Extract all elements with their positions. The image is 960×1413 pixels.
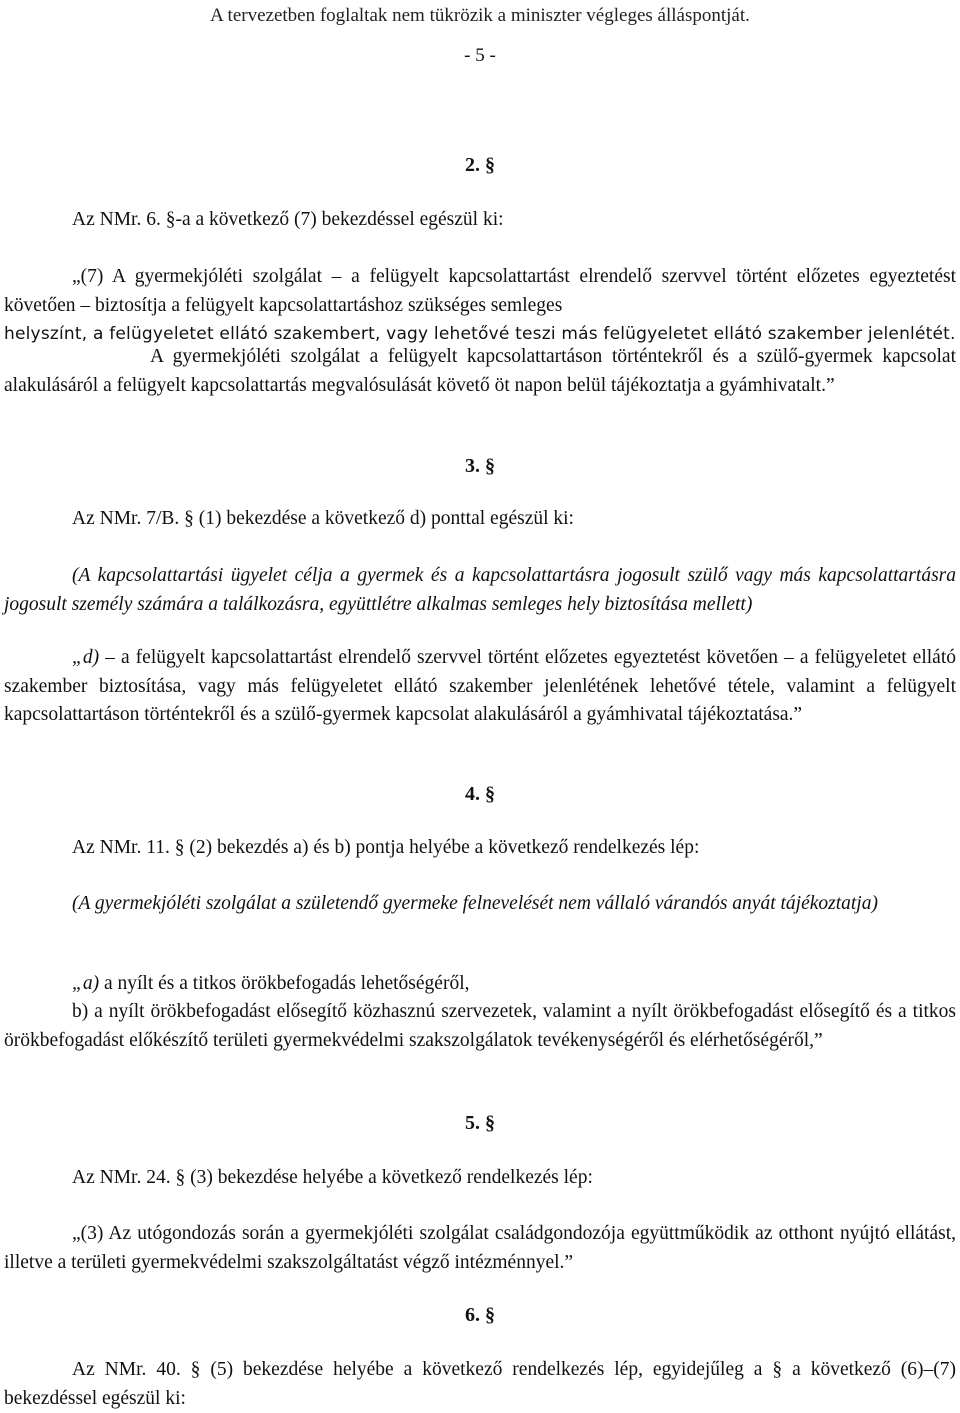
section-heading-6: 6. § — [465, 1304, 495, 1326]
section-2-paragraph-3: A gyermekjóléti szolgálat a felügyelt kapcsolattartáson történtekről és a szülő-gyermek kapcsolat alakulásáról a felügyelt kapcsolattartás megvalósulását követő öt napon belül tájékoztatja a gyámhivatalt.” — [4, 346, 956, 396]
point-d-label: „d) — [72, 647, 100, 668]
section-heading-5: 5. § — [465, 1112, 495, 1134]
section-2-intro: Az NMr. 6. §-a a következő (7) bekezdéssel egészül ki: — [72, 209, 504, 230]
section-2-paragraph-2: helyszínt, a felügyeletet ellátó szakembert, vagy lehetővé teszi más felügyeletet ellátó szakember jelenlétét. — [4, 324, 956, 344]
section-2-paragraph-1: „(7) A gyermekjóléti szolgálat – a felügyelt kapcsolattartást elrendelő szervvel történt előzetes egyeztetést követően – biztosítja a felügyelt kapcsolattartáshoz szükséges semleges — [4, 266, 956, 316]
section-5-intro: Az NMr. 24. § (3) bekezdése helyébe a következő rendelkezés lép: — [72, 1167, 593, 1188]
section-4-italic-preamble: (A gyermekjóléti szolgálat a születendő gyermeke felnevelését nem vállaló várandós anyát tájékoztatja) — [72, 893, 878, 914]
section-3-italic-preamble: (A kapcsolattartási ügyelet célja a gyermek és a kapcsolattartásra jogosult szülő vagy más kapcsolattartásra jogosult személy számára a találkozásra, együttlétre alkalmas semleges hely biztosítása mellett) — [4, 565, 956, 615]
draft-disclaimer: A tervezetben foglaltak nem tükrözik a miniszter végleges álláspontját. — [210, 5, 750, 26]
section-heading-2: 2. § — [465, 154, 495, 176]
section-6-intro: Az NMr. 40. § (5) bekezdése helyébe a következő rendelkezés lép, egyidejűleg a § a következő (6)–(7) bekezdéssel egészül ki: — [4, 1359, 956, 1409]
section-4-point-a — [72, 970, 470, 998]
section-4-intro: Az NMr. 11. § (2) bekezdés a) és b) pontja helyébe a következő rendelkezés lép: — [72, 837, 700, 858]
point-a-label: „a) — [72, 973, 100, 994]
section-heading-4: 4. § — [465, 783, 495, 805]
point-a-text: a nyílt és a titkos örökbefogadás lehetőségéről, — [103, 973, 470, 994]
section-5-paragraph: „(3) Az utógondozás során a gyermekjóléti szolgálat családgondozója együttműködik az otthont nyújtó ellátást, illetve a területi gyermekvédelmi szakszolgáltatást végző intézménnyel.” — [4, 1223, 956, 1273]
section-3-intro: Az NMr. 7/B. § (1) bekezdése a következő d) ponttal egészül ki: — [72, 508, 574, 529]
page-number: - 5 - — [464, 45, 496, 66]
section-4-point-b: b) a nyílt örökbefogadást elősegítő közhasznú szervezetek, valamint a nyílt örökbefogadást elősegítő és a titkos örökbefogadást előkészítő területi gyermekvédelmi szakszolgálatok tevékenységéről és elérhetőségéről,” — [4, 1001, 956, 1051]
point-d-text: – a felügyelt kapcsolattartást elrendelő szervvel történt előzetes egyeztetést követően – a felügyeletet ellátó szakember biztosítása, vagy más felügyeletet ellátó szakember jelenlétének lehetővé tétele, valamint a felügyelt kapcsolattartáson történtekről és a szülő-gyermek kapcsolat alakulásáról a gyámhivatal tájékoztatása.” — [4, 647, 956, 725]
section-heading-3: 3. § — [465, 455, 495, 477]
section-3-point-d — [4, 644, 956, 730]
